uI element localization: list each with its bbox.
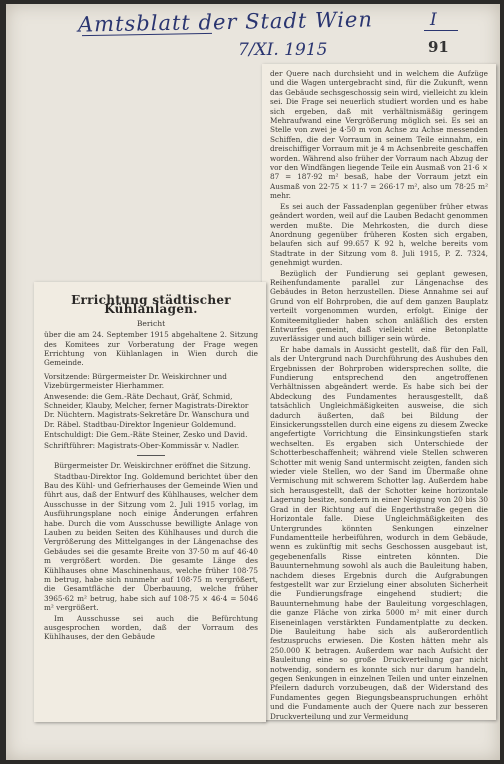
divider	[137, 455, 165, 456]
left-clipping	[34, 282, 266, 722]
article-paragraph: Bürgermeister Dr. Weiskirchner eröffnet die Sitzung.	[54, 461, 251, 471]
article-title: Errichtung städtischer Kühlanlagen.	[71, 293, 231, 317]
right-paragraph: der Quere nach durchsieht und in welchem die Aufzüge und die Wagen untergebracht sind, für die Zukunft, wenn das Gebäude sechsgeschossig sein wird, vielleicht zu klein sei. Die Frage sei neuerlich studiert worden und es habe sich ergeben, daß mit verhältnismäßig geringem Mehraufwand eine Vergrößerung möglich sei. Es sei an Stelle von zwei je 4·50 m von Achse zu Achse messenden Schiffen, die der Vorraum in seinem Teile einnahm, ein dreischiffiger Vorraum mit je 4 m Achsenbreite geschaffen worden. Während also früher der Vorraum nach Abzug der vor den Windfängen liegende Teile ein Ausmaß von 21·6 × 87 = 187·92 m² besaß, habe der Vorraum jetzt ein Ausmaß von 22·75 × 11·7 = 266·17 m², also um 78·25 m² mehr.	[270, 69, 488, 201]
right-clipping	[262, 64, 496, 720]
article-paragraph: Im Ausschusse sei auch die Befürchtung ausgesprochen worden, daß der Vorraum des Kühlhauses, der den Gebäude	[44, 613, 258, 642]
handwritten-roman-underline	[424, 30, 458, 31]
meta-secretary: Schriftführer: Magistrats-Ober-Kommissär v. Nadler.	[44, 440, 240, 450]
article-intro: über die am 24. September 1915 abgehaltene 2. Sitzung des Komitees zur Vorberatung der Frage wegen Errichtung von Kühlanlagen in Wien durch die Gemeinde.	[44, 330, 258, 368]
right-paragraph: Bezüglich der Fundierung sei geplant gewesen, Reihenfundamente parallel zur Längenachse des Gebäudes in Beton herzustellen. Diese Annahme sei auf Grund von elf Bohrproben, die auf dem ganzen Bauplatz verteilt vorgenommen wurden, erfolgt. Einige der Komiteemitglieder haben schon anläßlich des ersten Entwurfes gemeint, daß vielleicht eine Betonplatte zuverlässiger und auch billiger sein würde.	[270, 268, 488, 344]
handwritten-title: Amtsblatt der Stadt Wien	[77, 7, 374, 37]
meta-chair: Vorsitzende: Bürgermeister Dr. Weiskirchner und Vizebürgermeister Hierhammer.	[44, 371, 227, 391]
meta-excused: Entschuldigt: Die Gem.-Räte Steiner, Zesko und David.	[44, 430, 248, 440]
right-paragraph: Es sei auch der Fassadenplan gegenüber früher etwas geändert worden, weil auf die Lauben Bedacht genommen werden mußte. Die Mehrkosten, die durch diese Anordnung gegenüber früheren Kosten sich ergaben, belaufen sich auf 99.657 K 92 h, welche bereits vom Stadtrate in der Sitzung vom 8. Juli 1915, P. Z. 7324, genehmigt wurden.	[270, 201, 488, 268]
handwritten-roman-numeral: I	[430, 10, 437, 30]
handwritten-date: 7/XI. 1915	[238, 40, 328, 60]
article-subhead: Bericht	[136, 318, 166, 328]
meta-present: Anwesende: die Gem.-Räte Dechaut, Gräf, Schmid, Schneider, Klauby, Melcher, ferner Magistrats-Direktor Dr. Nüchtern. Magistrats-Sekretäre Dr. Wanschura und Dr. Räbel. Stadtbau-Direktor Ingenieur Goldemund.	[44, 391, 250, 429]
page-number: 91	[428, 38, 449, 56]
article-paragraph: Stadtbau-Direktor Ing. Goldemund berichtet über den Bau des Kühl- und Gefrierhauses der Gemeinde Wien und führt aus, daß der Entwurf des Kühlhauses, welcher dem Ausschusse in der Sitzung vom 2. Juli 1915 vorlag, im Ausführungsplane noch einige Änderungen erfahren habe. Durch die vom Ausschusse bewilligte Anlage von Lauben zu beiden Seiten des Kühlhauses und durch die Vergrößerung des Mittelganges in der Längenachse des Gebäudes sei die gesamte Breite von 37·50 m auf 46·40 m vergrößert worden. Die gesamte Länge des Kühlhauses ohne Maschinenhaus, welche früher 108·75 m betrug, habe sich nunmehr auf 108·75 m vergrößert, die Gesamtfläche der Überbauung, welche früher 3965·62 m² betrug, habe sich auf 108·75 × 46·4 = 5046 m² vergrößert.	[44, 471, 258, 613]
right-paragraph: Er habe damals in Aussicht gestellt, daß für den Fall, als der Untergrund nach Durchführung des Aushubes den Ergebnissen der Bohrproben widersprechen sollte, die Fundierung entsprechend den angetroffenen Verhältnissen abgeändert werde. Es habe sich bei der Abdeckung des Fundamentes herausgestellt, daß tatsächlich Ungleichmäßigkeiten ausweise, die sich dadurch äußerten, daß bei Bildung der Einsickerungsstellen durch eine eigens zu diesem Zwecke angefertigte Vorrichtung die Einsinkungstiefen stark wechselten. Es ergaben sich Unterschiede der Schotterbeschaffenheit; während viele Stellen schweren Schotter mit wenig Sand untermischt zeigten, fanden sich wieder viele Stellen, wo der Sand im Übermaße ohne Vermischung mit schwerem Schotter lag. Außerdem habe sich herausgestellt, daß der Schotter keine horizontale Lagerung besitze, sondern in einer Neigung von 20 bis 30 Grad in der Richtung auf die Engerthstraße gegen die Horizontale falle. Diese Ungleichmäßigkeiten des Untergrundes könnten Senkungen einzelner Fundamentteile herbeiführen, wodurch in dem Gebäude, wenn es zukünftig mit sechs Geschossen ausgebaut ist, gegebenenfalls Risse eintreten könnten. Die Bauunternehmung sowohl als auch die Bauleitung haben, nachdem dieses Ergebnis durch die Aufgrabungen festgestellt war zur Erzielung einer absoluten Sicherheit die Fundierungsfrage eingehend studiert; die Bauunternehmung habe der Bauleitung vorgeschlagen, die ganze Fläche von zirka 5000 m² mit einer durch Eiseneinlagen verstärkten Fundamentplatte zu decken. Die Bauleitung habe sich als außerordentlich festzuspruchs erwiesen. Die Kosten hätten mehr als 250.000 K betragen. Außerdem war nach Aufsicht der Bauleitung eine so große Druckverteilung gar nicht notwendig, sondern es konnte sich nur darum handeln, gegen Senkungen in einzelnen Teilen und unter einzelnen Pfeilern dadurch vorzubeugen, daß der Widerstand des Fundamentes gegen Biegungsbeanspruchungen erhöht und die Fundamente auch der Quere nach zur besseren Druckverteilung und zur Vermeidung	[270, 344, 488, 720]
